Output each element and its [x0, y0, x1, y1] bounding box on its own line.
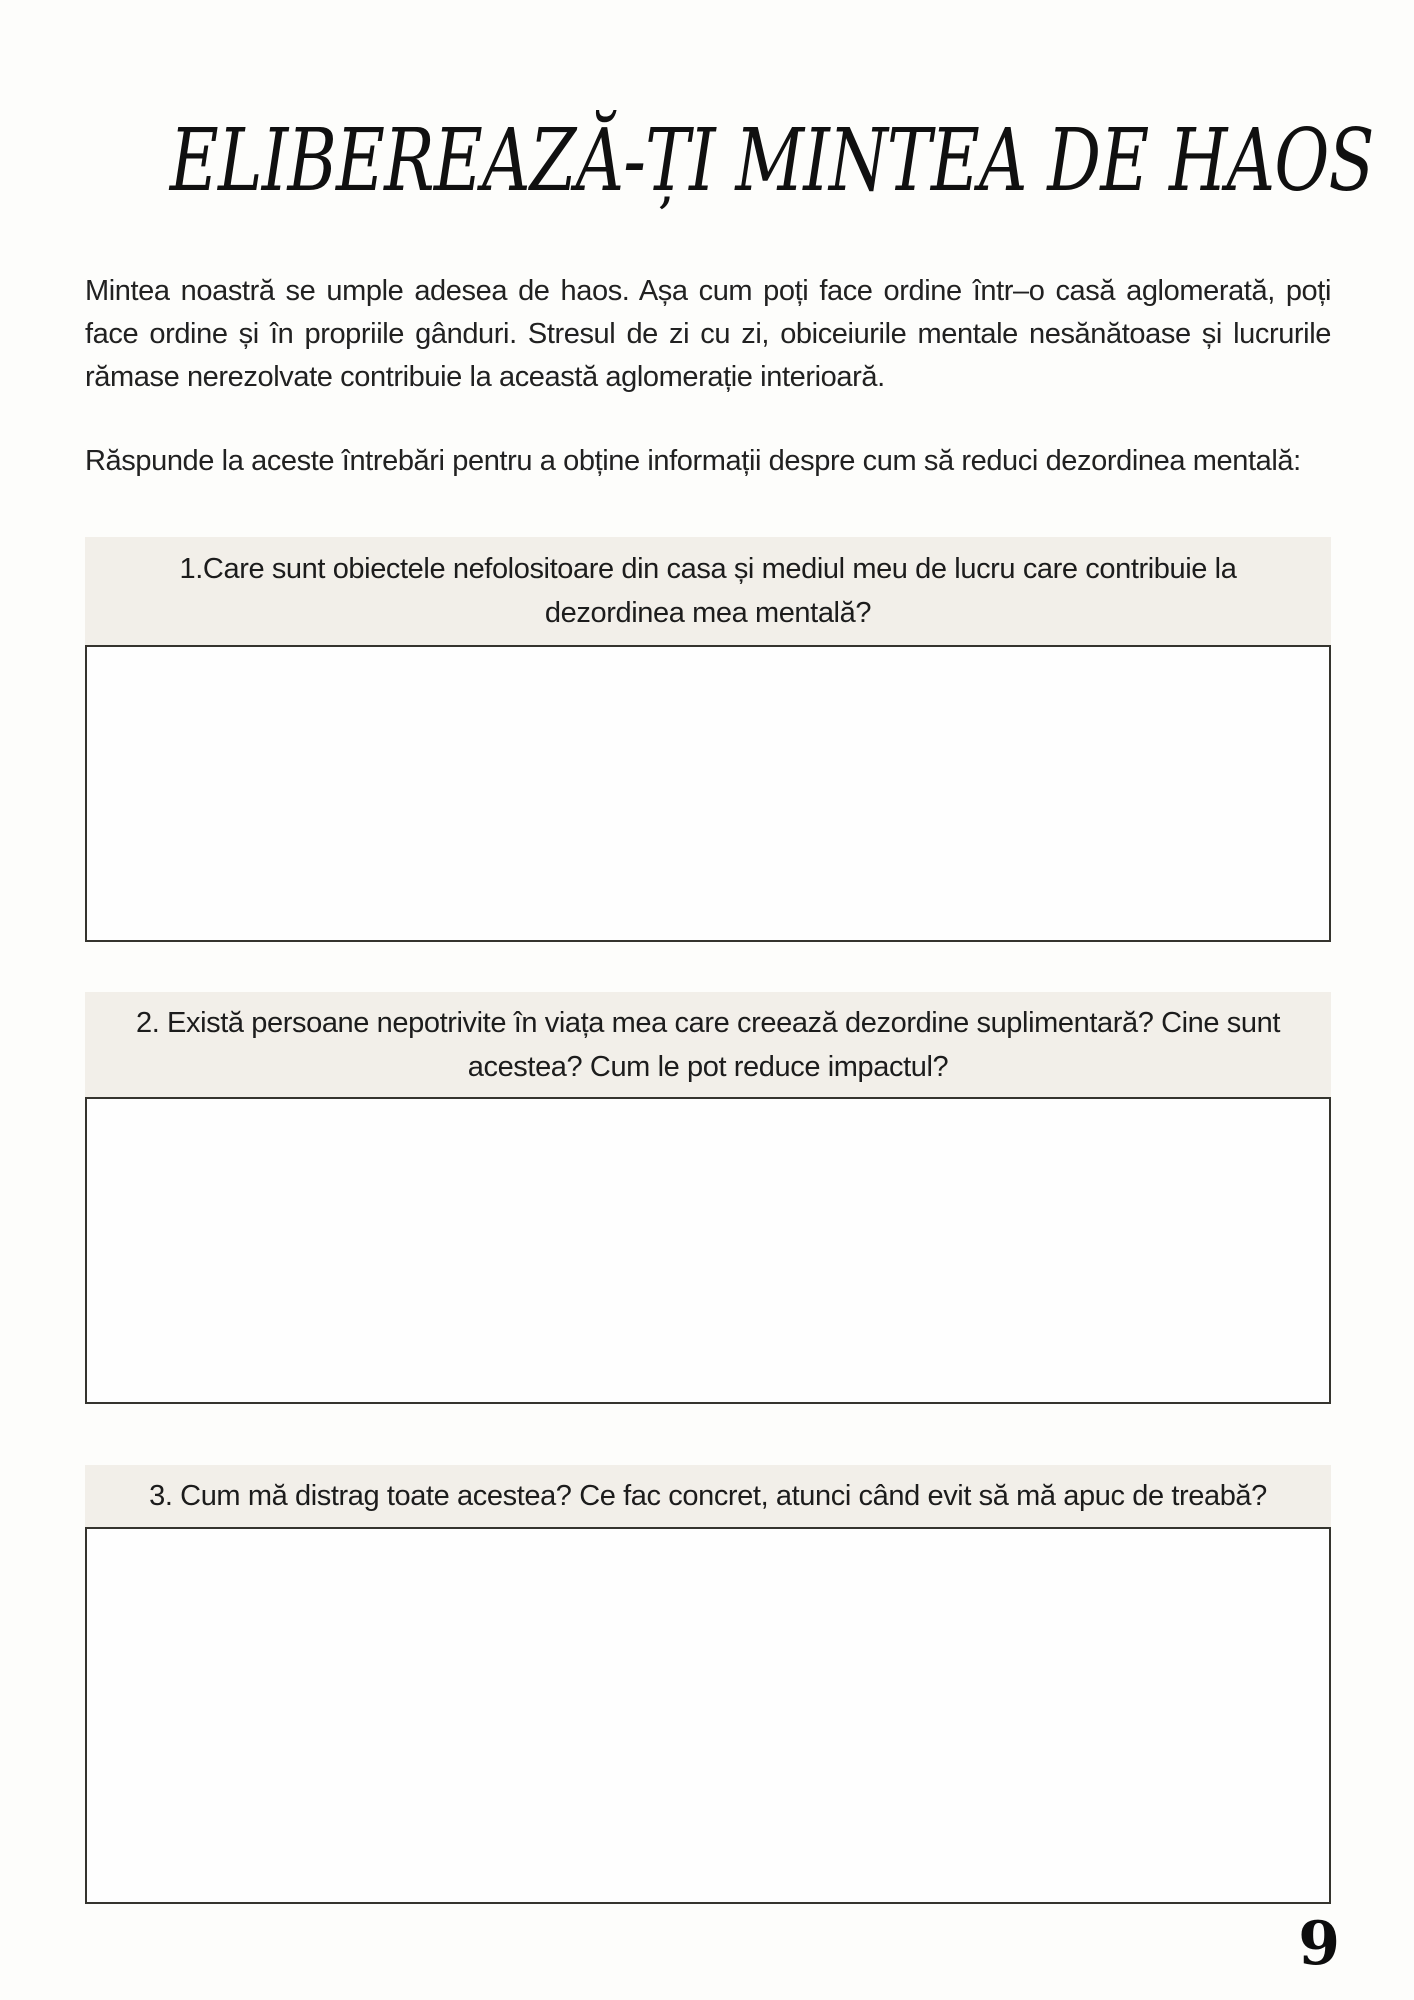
question-section-1: [85, 537, 1331, 942]
instructions-paragraph: Răspunde la aceste întrebări pentru a obține informații despre cum să reduci dezordinea mentală:: [85, 445, 1301, 477]
answer-box-2[interactable]: [85, 1097, 1331, 1404]
answer-box-1[interactable]: [85, 645, 1331, 942]
intro-paragraph: Mintea noastră se umple adesea de haos. Așa cum poți face ordine într–o casă aglomerată, poți face ordine și în propriile gânduri. Stresul de zi cu zi, obiceiurile mentale nesănătoase și lucrurile rămase nerezolvate contribuie la această aglomerație interioară.: [85, 275, 1331, 393]
question-3-label: 3. Cum mă distrag toate acestea? Ce fac concret, atunci când evit să mă apuc de treabă?: [85, 1465, 1331, 1527]
question-2-label: 2. Există persoane nepotrivite în viața mea care creează dezordine suplimentară? Cine sunt acestea? Cum le pot reduce impactul?: [85, 992, 1331, 1097]
page-number: 9: [1298, 1909, 1340, 1979]
answer-box-3[interactable]: [85, 1527, 1331, 1904]
question-1-label: 1.Care sunt obiectele nefolositoare din casa și mediul meu de lucru care contribuie la dezordinea mea mentală?: [85, 537, 1331, 645]
question-section-3: [85, 1465, 1331, 1904]
page-title-text: ELIBEREAZĂ-ȚI MINTEA DE HAOS: [169, 111, 1374, 211]
page-title: [0, 111, 1414, 211]
question-section-2: [85, 992, 1331, 1404]
